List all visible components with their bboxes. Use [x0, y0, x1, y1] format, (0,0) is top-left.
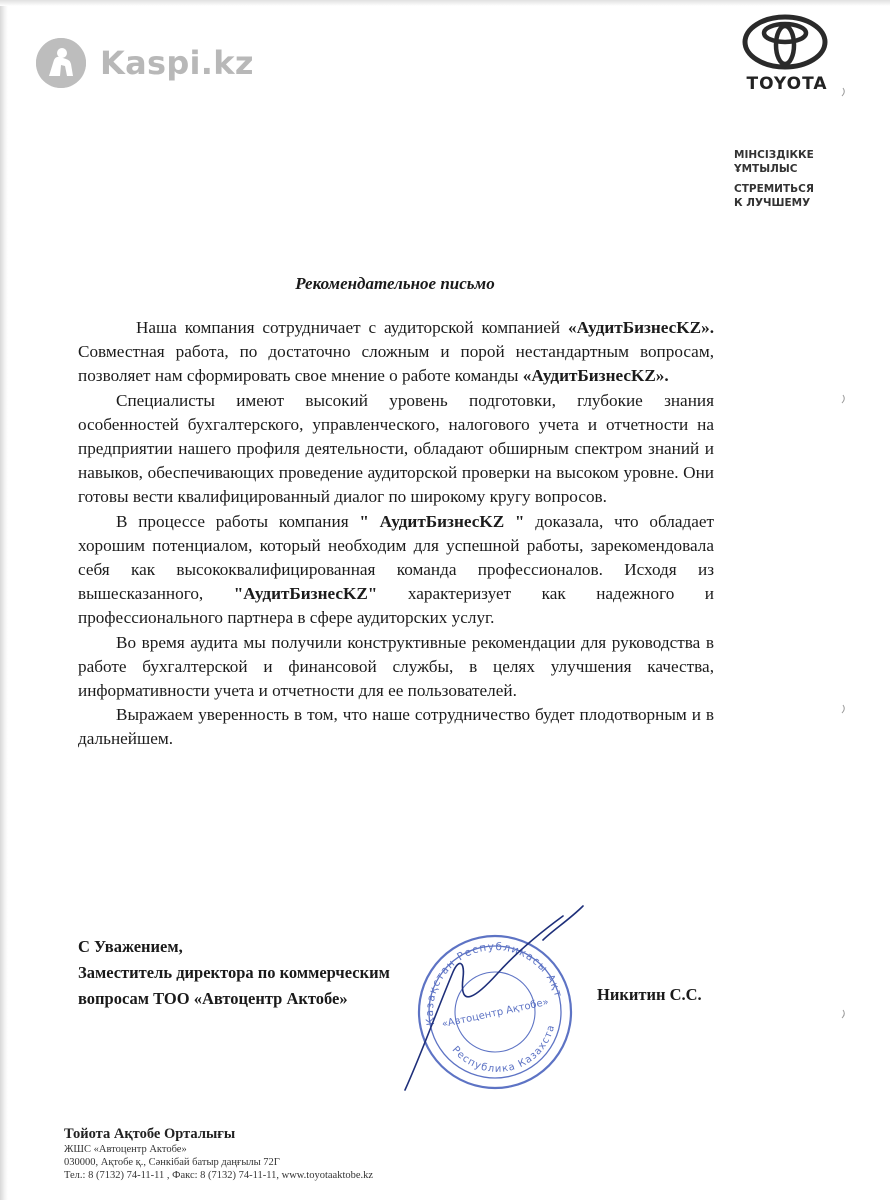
text-run: характеризует как надежного и профессионального партнера в сфере аудиторских услуг.: [78, 584, 715, 628]
slogan-line: К ЛУЧШЕМУ: [734, 197, 811, 209]
position-line: Заместитель директора по коммерческим: [78, 963, 390, 982]
svg-text:Қазақстан Республикасы Ақтөбе: Қазақстан Республикасы Ақтөбе: [423, 940, 565, 1027]
svg-text:«Автоцентр Ақтобе»: «Автоцентр Ақтобе»: [440, 996, 550, 1031]
company-name: "АудитБизнесKZ": [233, 584, 378, 604]
company-name: " АудитБизнесKZ ": [359, 511, 525, 531]
text-run: доказала, что обладает хорошим потенциалом, который необходим для успешной работы, зарекомендовала себя как высококвалифицированная команда профессионалов. Исходя из вышесказанного,: [78, 511, 715, 604]
toyota-wordmark: TOYOTA: [746, 74, 828, 94]
company-name: «АудитБизнесKZ».: [568, 318, 714, 337]
footer-title: Тойота Ақтобе Орталығы: [64, 1126, 236, 1142]
text-run: Совместная работа, по достаточно сложным и порой нестандартным вопросам, позволяет нам сформировать свое мнение о работе команды: [78, 342, 714, 386]
text-run: Наша компания сотрудничает с аудиторской компанией: [136, 318, 561, 337]
slogan-line: МІНСІЗДІККЕ: [734, 149, 814, 161]
paragraph-5: Выражаем уверенность в том, что наше сотрудничество будет плодотворным и в дальнейшем.: [78, 705, 714, 749]
signer-name: Никитин С.С.: [597, 985, 702, 1004]
kaspi-brand-text: Kaspi.kz: [100, 44, 254, 82]
text-run: В процессе работы компания: [116, 511, 349, 531]
footer-address: 030000, Ақтобе қ., Сәнкібай батыр даңғылы 72Г: [64, 1157, 280, 1168]
position-line: вопросам ТОО «Автоцентр Актобе»: [78, 989, 348, 1008]
paragraph-4: Во время аудита мы получили конструктивные рекомендации для руководства в работе бухгалтерской и финансовой службы, в целях улучшения качества, информативности учета и отчетности для ее пользователей.: [78, 632, 714, 701]
slogan-line: СТРЕМИТЬСЯ: [734, 183, 814, 195]
footer-org: ЖШС «Автоцентр Актобе»: [64, 1144, 187, 1155]
slogan-line: ҰМТЫЛЫС: [734, 163, 798, 175]
paragraph-2: Специалисты имеют высокий уровень подготовки, глубокие знания особенностей бухгалтерского, управленческого, налогового учета и отчетности на предприятии нашего профиля деятельности, обладают обширным спектром знаний и навыков, обеспечивающих проведение аудиторской проверки на высоком уровне. Они готовы вести квалифицированный диалог по широкому кругу вопросов.: [78, 390, 714, 507]
svg-text:Республика Казахстан: Республика Казахстан: [449, 1023, 558, 1075]
footer-contacts: Тел.: 8 (7132) 74-11-11 , Факс: 8 (7132) 74-11-11, www.toyotaaktobe.kz: [64, 1170, 374, 1181]
greeting: С Уважением,: [78, 937, 183, 956]
letter-title: Рекомендательное письмо: [295, 274, 495, 293]
company-name: «АудитБизнесKZ».: [522, 366, 669, 386]
